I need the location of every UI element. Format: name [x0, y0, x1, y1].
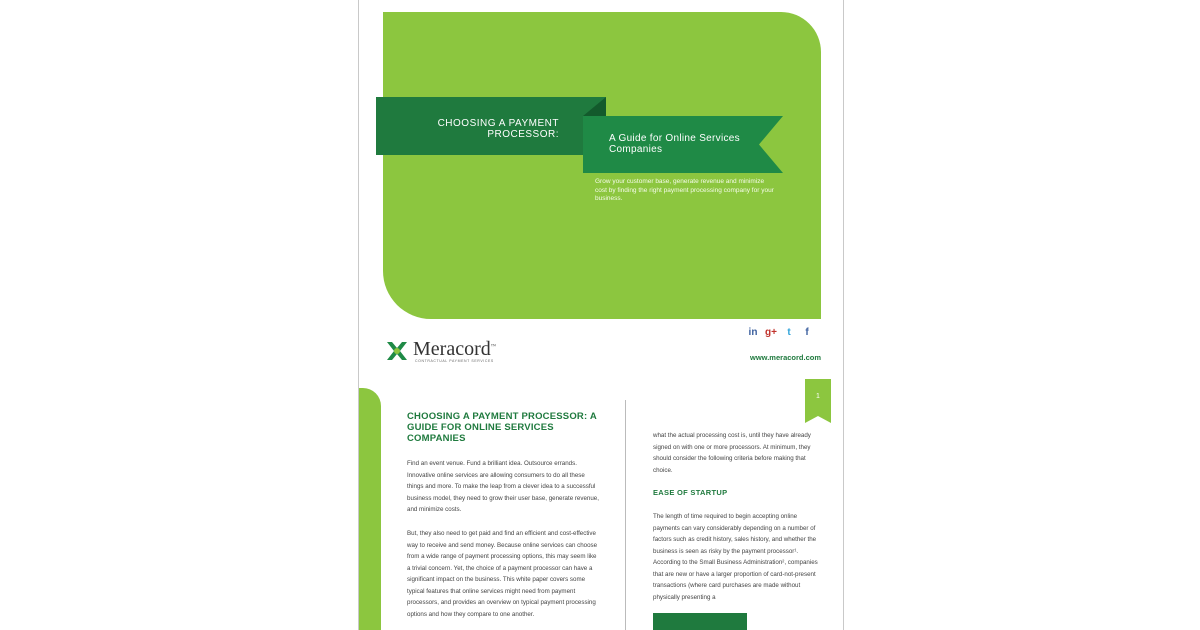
document-page	[358, 0, 844, 630]
website-link[interactable]: www.meracord.com	[750, 353, 821, 362]
page-bookmark	[805, 379, 831, 423]
paragraph-1: Find an event venue. Fund a brilliant idea. Outsource errands. Innovative online services are allowing consumers to do all these things and more. To make the leap from a clever idea to a successful business model, they need to grow their user base, generate revenue, and minimize costs.	[407, 460, 599, 513]
column-divider	[625, 400, 626, 630]
facebook-icon[interactable]: f	[805, 327, 809, 338]
hero-title: CHOOSING A PAYMENT PROCESSOR:	[437, 118, 559, 140]
brand-name: Meracord™	[413, 338, 496, 360]
social-links	[747, 326, 813, 340]
paragraph-2: But, they also need to get paid and find an efficient and cost-effective way to receive and send money. Because online services can choose from a wide range of payment processing options, this may seem like a trivial concern. Yet, the choice of a payment processor can have a significant impact on the business. This white paper covers some typical features that online services might need from payment processors, and provides an overview on typical payment processing options and how they compare to one another.	[407, 530, 598, 618]
hero-subtitle: A Guide for Online Services Companies	[609, 133, 740, 155]
side-accent-bar	[359, 388, 381, 630]
brand-tagline: CONTRACTUAL PAYMENT SERVICES	[415, 359, 494, 363]
meracord-logo-icon	[385, 339, 409, 363]
twitter-icon[interactable]: t	[787, 327, 791, 338]
paragraph-4: The length of time required to begin accepting online payments can vary considerably depending on a number of factors such as credit history, sales history, and whether the business is seen as risky by the payment processor¹. According to the Small Business Administration², companies that are new or have a larger proportion of card-not-present transactions (where card purchases are made without physically presenting a	[653, 513, 818, 601]
page-number: 1	[816, 393, 820, 400]
google-plus-icon[interactable]: g+	[765, 327, 777, 338]
hero-intro: Grow your customer base, generate revenue and minimize cost by finding the right payment processing company for your business.	[595, 178, 774, 202]
linkedin-icon[interactable]: in	[748, 327, 758, 338]
section-subhead: EASE OF STARTUP	[653, 488, 728, 497]
article-heading: CHOOSING A PAYMENT PROCESSOR: A GUIDE FOR ONLINE SERVICES COMPANIES	[407, 411, 597, 444]
paragraph-3: what the actual processing cost is, until they have already signed on with one or more processors. At minimum, they should consider the following criteria before making that choice.	[653, 432, 811, 474]
callout-box	[653, 613, 747, 630]
